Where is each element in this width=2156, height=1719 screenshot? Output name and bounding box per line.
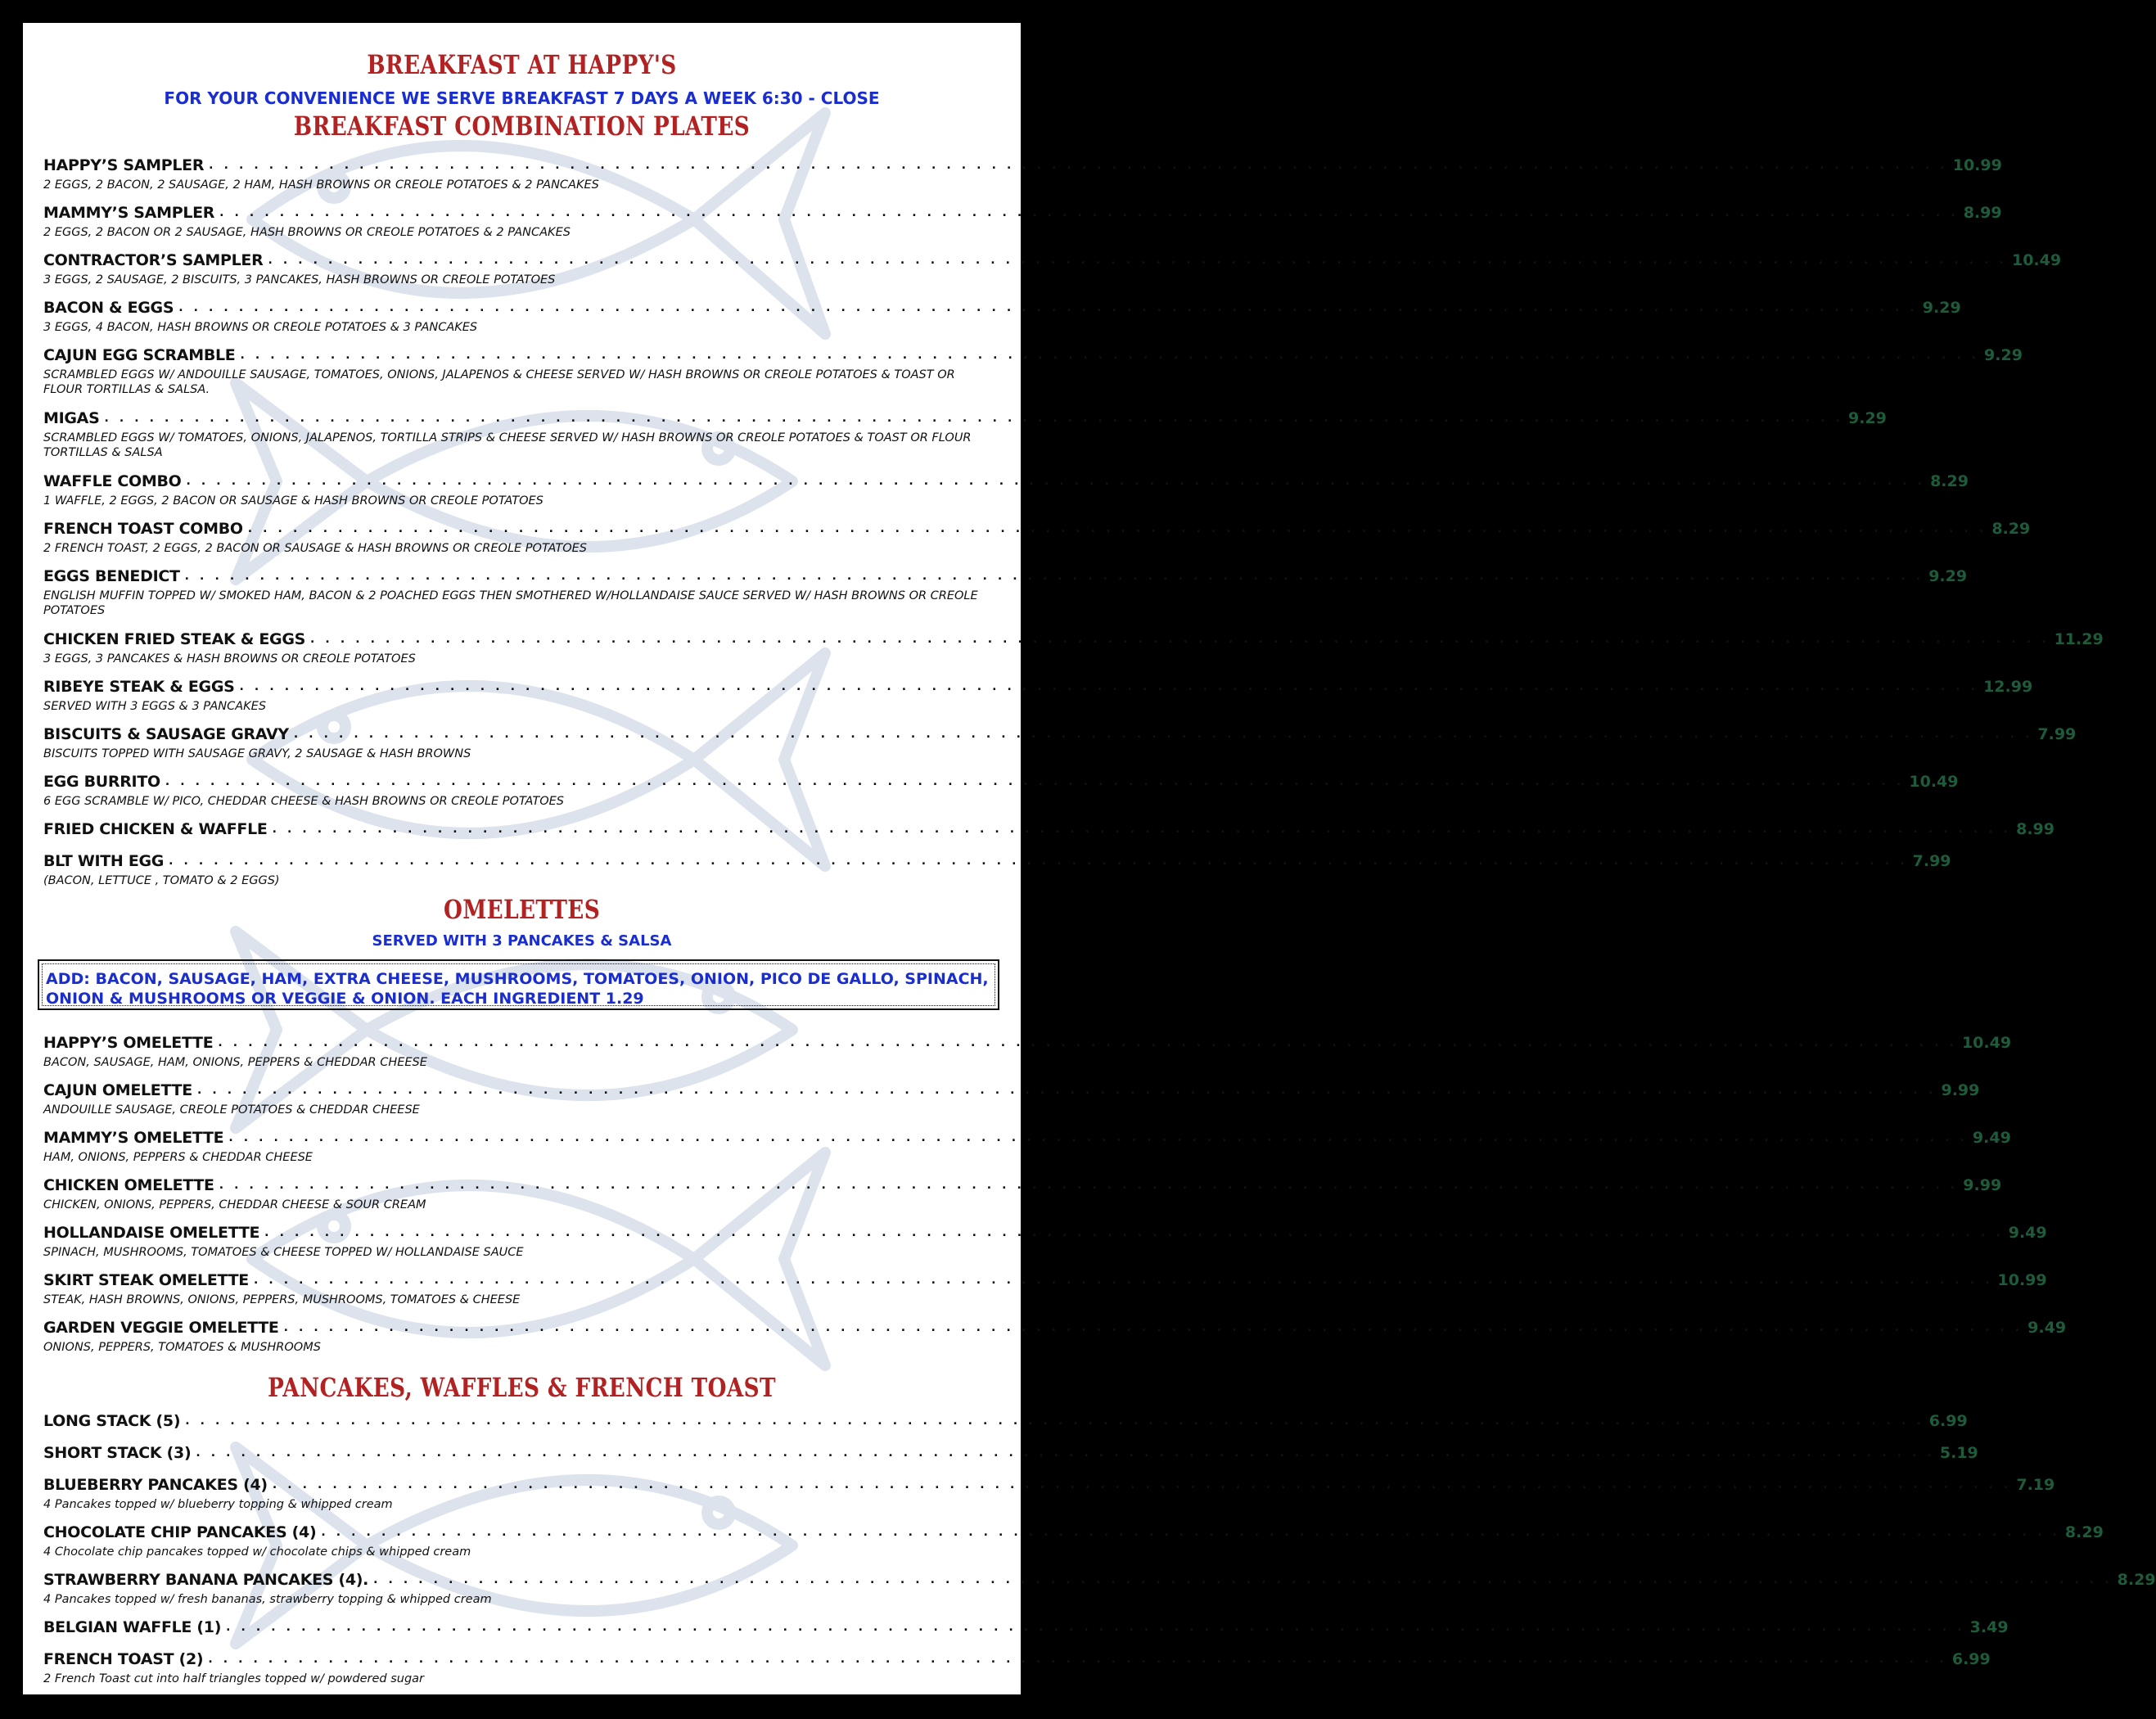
item-name: CAJUN OMELETTE: [43, 1081, 192, 1099]
item-description: ANDOUILLE SAUSAGE, CREOLE POTATOES & CHEDDAR CHEESE: [43, 1103, 420, 1117]
dot-leader: . . . . . . . . . . . . . . . . . . . . . . . . . . . . . . . . . . . . . . . . . . . . . . . . . . . . . . . . . . . . . . . . . . . . . . . . . . . . . . . . . . . . . . . . . . . . . . . . . . . . . . . . . . . . . . . . . . . .: [228, 1131, 1968, 1144]
item-price: 9.29: [1984, 346, 2023, 364]
item-description: 3 EGGS, 2 SAUSAGE, 2 BISCUITS, 3 PANCAKES, HASH BROWNS OR CREOLE POTATOES: [43, 273, 556, 286]
item-price: 8.29: [1991, 520, 2031, 538]
dot-leader: . . . . . . . . . . . . . . . . . . . . . . . . . . . . . . . . . . . . . . . . . . . . . . . . . . . . . . . . . . . . . . . . . . . . . . . . . . . . . . . . . . . . . . . . . . . . . . . . . . . . . . . . . . . . . . . . . . . .: [253, 1274, 1993, 1287]
item-description: SPINACH, MUSHROOMS, TOMATOES & CHEESE TOPPED W/ HOLLANDAISE SAUCE: [43, 1246, 524, 1259]
item-price: 9.49: [2008, 1224, 2047, 1242]
item-name: EGG BURRITO: [43, 773, 160, 791]
menu-item: [43, 1618, 2009, 1640]
item-price: 10.99: [1952, 156, 2002, 174]
item-description: 2 French Toast cut into half triangles topped w/ powdered sugar: [43, 1672, 425, 1685]
dot-leader: . . . . . . . . . . . . . . . . . . . . . . . . . . . . . . . . . . . . . . . . . . . . . . . . . . . . . . . . . . . . . . . . . . . . . . . . . . . . . . . . . . . . . . . . . . . . . . . . . . . . . . . . . . . . . . . . . . . .: [196, 1446, 1935, 1460]
item-price: 9.99: [1963, 1176, 2002, 1194]
item-description: 4 Pancakes topped w/ blueberry topping & whipped cream: [43, 1498, 393, 1511]
item-price: 8.29: [2117, 1571, 2156, 1589]
menu-item: [43, 1412, 1968, 1433]
item-price: 9.29: [1928, 567, 1968, 585]
item-name: BELGIAN WAFFLE (1): [43, 1618, 222, 1636]
item-description: 2 EGGS, 2 BACON OR 2 SAUSAGE, HASH BROWNS OR CREOLE POTATOES & 2 PANCAKES: [43, 226, 571, 239]
menu-item: [43, 773, 1959, 809]
item-description: 3 EGGS, 4 BACON, HASH BROWNS OR CREOLE POTATOES & 3 PANCAKES: [43, 321, 478, 334]
item-description: SCRAMBLED EGGS W/ TOMATOES, ONIONS, JALAPENOS, TORTILLA STRIPS & CHEESE SERVED W/ HASH BROWNS OR CREOLE POTATOES & TOAST OR FLOUR TORTILLAS & SALSA: [43, 431, 972, 459]
menu-item: [43, 204, 2002, 240]
dot-leader: . . . . . . . . . . . . . . . . . . . . . . . . . . . . . . . . . . . . . . . . . . . . . . . . . . . . . . . . . . . . . . . . . . . . . . . . . . . . . . . . . . . . . . . . . . . . . . . . . . . . . . . . . . . . . . . . . . . .: [293, 728, 2033, 741]
item-name: MAMMY’S SAMPLER: [43, 204, 215, 222]
item-description: CHICKEN, ONIONS, PEPPERS, CHEDDAR CHEESE & SOUR CREAM: [43, 1198, 426, 1211]
item-description: BACON, SAUSAGE, HAM, ONIONS, PEPPERS & CHEDDAR CHEESE: [43, 1056, 427, 1069]
item-name: BACON & EGGS: [43, 299, 174, 317]
item-name: HAPPY’S OMELETTE: [43, 1034, 214, 1052]
item-name: MIGAS: [43, 409, 100, 427]
item-name: HAPPY’S SAMPLER: [43, 156, 205, 174]
item-name: MAMMY’S OMELETTE: [43, 1129, 224, 1147]
dot-leader: . . . . . . . . . . . . . . . . . . . . . . . . . . . . . . . . . . . . . . . . . . . . . . . . . . . . . . . . . . . . . . . . . . . . . . . . . . . . . . . . . . . . . . . . . . . . . . . . . . . . . . . . . . . . . . . . . . . .: [310, 633, 2050, 646]
item-name: CHICKEN OMELETTE: [43, 1176, 214, 1194]
item-description: SERVED WITH 3 EGGS & 3 PANCAKES: [43, 700, 267, 713]
item-price: 8.99: [1963, 204, 2002, 222]
dot-leader: . . . . . . . . . . . . . . . . . . . . . . . . . . . . . . . . . . . . . . . . . . . . . . . . . . . . . . . . . . . . . . . . . . . . . . . . . . . . . . . . . . . . . . . . . . . . . . . . . . . . . . . . . . . . . . . . . . . .: [268, 254, 2007, 267]
menu-item: [43, 1571, 2156, 1607]
item-price: 10.49: [1909, 773, 1959, 791]
dot-leader: . . . . . . . . . . . . . . . . . . . . . . . . . . . . . . . . . . . . . . . . . . . . . . . . . . . . . . . . . . . . . . . . . . . . . . . . . . . . . . . . . . . . . . . . . . . . . . . . . . . . . . . . . . . . . . . . . . . .: [264, 1226, 2004, 1239]
dot-leader: . . . . . . . . . . . . . . . . . . . . . . . . . . . . . . . . . . . . . . . . . . . . . . . . . . . . . . . . . . . . . . . . . . . . . . . . . . . . . . . . . . . . . . . . . . . . . . . . . . . . . . . . . . . . . . . . . . . .: [186, 475, 1926, 488]
item-description: BISCUITS TOPPED WITH SAUSAGE GRAVY, 2 SAUSAGE & HASH BROWNS: [43, 747, 471, 760]
item-price: 6.99: [1928, 1412, 1968, 1430]
dot-leader: . . . . . . . . . . . . . . . . . . . . . . . . . . . . . . . . . . . . . . . . . . . . . . . . . . . . . . . . . . . . . . . . . . . . . . . . . . . . . . . . . . . . . . . . . . . . . . . . . . . . . . . . . . . . . . . . . . . .: [226, 1621, 1965, 1634]
item-price: 10.49: [1961, 1034, 2012, 1052]
menu-item: [43, 1271, 2047, 1307]
add-ingredients-note: ADD: BACON, SAUSAGE, HAM, EXTRA CHEESE, MUSHROOMS, TOMATOES, ONION, PICO DE GALLO, SPINACH, ONION & MUSHROOMS OR VEGGIE & ONION. EACH INGREDIENT 1.29: [46, 970, 989, 1008]
item-description: ONIONS, PEPPERS, TOMATOES & MUSHROOMS: [43, 1341, 321, 1354]
item-name: FRIED CHICKEN & WAFFLE: [43, 820, 268, 838]
item-price: 9.29: [1848, 409, 1887, 427]
menu-item: [43, 1319, 2067, 1355]
item-description: 4 Chocolate chip pancakes topped w/ chocolate chips & whipped cream: [43, 1545, 471, 1559]
item-description: 3 EGGS, 3 PANCAKES & HASH BROWNS OR CREOLE POTATOES: [43, 652, 416, 665]
add-ingredients-box: [38, 959, 999, 1010]
item-price: 11.29: [2054, 630, 2104, 648]
dot-leader: . . . . . . . . . . . . . . . . . . . . . . . . . . . . . . . . . . . . . . . . . . . . . . . . . . . . . . . . . . . . . . . . . . . . . . . . . . . . . . . . . . . . . . . . . . . . . . . . . . . . . . . . . . . . . . . . . . . .: [184, 570, 1924, 583]
dot-leader: . . . . . . . . . . . . . . . . . . . . . . . . . . . . . . . . . . . . . . . . . . . . . . . . . . . . . . . . . . . . . . . . . . . . . . . . . . . . . . . . . . . . . . . . . . . . . . . . . . . . . . . . . . . . . . . . . . . .: [165, 775, 1905, 788]
menu-item: [43, 725, 2077, 761]
menu-item: [43, 1476, 2055, 1512]
omelettes-subheading: SERVED WITH 3 PANCAKES & SALSA: [372, 932, 672, 950]
item-name: FRENCH TOAST COMBO: [43, 520, 243, 538]
dot-leader: . . . . . . . . . . . . . . . . . . . . . . . . . . . . . . . . . . . . . . . . . . . . . . . . . . . . . . . . . . . . . . . . . . . . . . . . . . . . . . . . . . . . . . . . . . . . . . . . . . . . . . . . . . . . . . . . . . . .: [196, 1084, 1937, 1097]
dot-leader: . . . . . . . . . . . . . . . . . . . . . . . . . . . . . . . . . . . . . . . . . . . . . . . . . . . . . . . . . . . . . . . . . . . . . . . . . . . . . . . . . . . . . . . . . . . . . . . . . . . . . . . . . . . . . . . . . . . .: [240, 349, 1980, 362]
menu-item: [43, 520, 2031, 556]
pancakes-heading: PANCAKES, WAFFLES & FRENCH TOAST: [268, 1372, 776, 1403]
item-price: 10.99: [1997, 1271, 2047, 1289]
menu-item: [43, 1444, 1978, 1465]
item-price: 7.19: [2016, 1476, 2055, 1494]
item-name: LONG STACK (5): [43, 1412, 181, 1430]
dot-leader: . . . . . . . . . . . . . . . . . . . . . . . . . . . . . . . . . . . . . . . . . . . . . . . . . . . . . . . . . . . . . . . . . . . . . . . . . . . . . . . . . . . . . . . . . . . . . . . . . . . . . . . . . . . . . . . . . . . .: [373, 1573, 2113, 1586]
menu-item: [43, 1650, 1991, 1686]
menu-page: [23, 23, 2156, 1694]
item-description: 1 WAFFLE, 2 EGGS, 2 BACON OR SAUSAGE & HASH BROWNS OR CREOLE POTATOES: [43, 494, 544, 508]
item-name: HOLLANDAISE OMELETTE: [43, 1224, 260, 1242]
menu-item: [43, 1176, 2002, 1212]
dot-leader: . . . . . . . . . . . . . . . . . . . . . . . . . . . . . . . . . . . . . . . . . . . . . . . . . . . . . . . . . . . . . . . . . . . . . . . . . . . . . . . . . . . . . . . . . . . . . . . . . . . . . . . . . . . . . . . . . . . .: [208, 1653, 1947, 1666]
dot-leader: . . . . . . . . . . . . . . . . . . . . . . . . . . . . . . . . . . . . . . . . . . . . . . . . . . . . . . . . . . . . . . . . . . . . . . . . . . . . . . . . . . . . . . . . . . . . . . . . . . . . . . . . . . . . . . . . . . . .: [209, 159, 1948, 172]
item-price: 7.99: [2037, 725, 2077, 743]
item-price: 9.99: [1941, 1081, 1980, 1099]
item-description: ENGLISH MUFFIN TOPPED W/ SMOKED HAM, BACON & 2 POACHED EGGS THEN SMOTHERED W/HOLLANDAISE SAUCE SERVED W/ HASH BROWNS OR CREOLE POTATOES: [43, 589, 978, 617]
item-name: SHORT STACK (3): [43, 1444, 192, 1462]
menu-item: [43, 299, 1961, 335]
dot-leader: . . . . . . . . . . . . . . . . . . . . . . . . . . . . . . . . . . . . . . . . . . . . . . . . . . . . . . . . . . . . . . . . . . . . . . . . . . . . . . . . . . . . . . . . . . . . . . . . . . . . . . . . . . . . . . . . . . . .: [283, 1321, 2023, 1334]
item-price: 10.49: [2011, 251, 2062, 269]
dot-leader: . . . . . . . . . . . . . . . . . . . . . . . . . . . . . . . . . . . . . . . . . . . . . . . . . . . . . . . . . . . . . . . . . . . . . . . . . . . . . . . . . . . . . . . . . . . . . . . . . . . . . . . . . . . . . . . . . . . .: [321, 1526, 2060, 1539]
dot-leader: . . . . . . . . . . . . . . . . . . . . . . . . . . . . . . . . . . . . . . . . . . . . . . . . . . . . . . . . . . . . . . . . . . . . . . . . . . . . . . . . . . . . . . . . . . . . . . . . . . . . . . . . . . . . . . . . . . . .: [178, 301, 1918, 314]
item-price: 5.19: [1939, 1444, 1978, 1462]
dot-leader: . . . . . . . . . . . . . . . . . . . . . . . . . . . . . . . . . . . . . . . . . . . . . . . . . . . . . . . . . . . . . . . . . . . . . . . . . . . . . . . . . . . . . . . . . . . . . . . . . . . . . . . . . . . . . . . . . . . .: [239, 680, 1979, 693]
item-price: 8.29: [1930, 472, 1969, 490]
hours-note: FOR YOUR CONVENIENCE WE SERVE BREAKFAST 7 DAYS A WEEK 6:30 - CLOSE: [164, 88, 880, 108]
dot-leader: . . . . . . . . . . . . . . . . . . . . . . . . . . . . . . . . . . . . . . . . . . . . . . . . . . . . . . . . . . . . . . . . . . . . . . . . . . . . . . . . . . . . . . . . . . . . . . . . . . . . . . . . . . . . . . . . . . . .: [185, 1414, 1924, 1428]
dot-leader: . . . . . . . . . . . . . . . . . . . . . . . . . . . . . . . . . . . . . . . . . . . . . . . . . . . . . . . . . . . . . . . . . . . . . . . . . . . . . . . . . . . . . . . . . . . . . . . . . . . . . . . . . . . . . . . . . . . .: [218, 1036, 1957, 1049]
item-name: CHICKEN FRIED STEAK & EGGS: [43, 630, 306, 648]
item-name: CAJUN EGG SCRAMBLE: [43, 346, 236, 364]
dot-leader: . . . . . . . . . . . . . . . . . . . . . . . . . . . . . . . . . . . . . . . . . . . . . . . . . . . . . . . . . . . . . . . . . . . . . . . . . . . . . . . . . . . . . . . . . . . . . . . . . . . . . . . . . . . . . . . . . . . .: [219, 206, 1959, 219]
menu-item: [43, 567, 1968, 618]
item-name: BISCUITS & SAUSAGE GRAVY: [43, 725, 289, 743]
item-price: 3.49: [1969, 1618, 2009, 1636]
menu-item: [43, 678, 2033, 714]
item-description: 6 EGG SCRAMBLE W/ PICO, CHEDDAR CHEESE & HASH BROWNS OR CREOLE POTATOES: [43, 795, 564, 808]
item-name: BLUEBERRY PANCAKES (4): [43, 1476, 268, 1494]
item-price: 7.99: [1912, 852, 1951, 870]
menu-item: [43, 820, 2055, 841]
item-price: 8.99: [2016, 820, 2055, 838]
menu-item: [43, 1523, 2104, 1559]
menu-item: [43, 409, 1887, 460]
item-name: BLT WITH EGG: [43, 852, 165, 870]
menu-item: [43, 346, 2023, 397]
item-description: 2 EGGS, 2 BACON, 2 SAUSAGE, 2 HAM, HASH BROWNS OR CREOLE POTATOES & 2 PANCAKES: [43, 178, 599, 192]
menu-item: [43, 156, 2002, 192]
item-name: RIBEYE STEAK & EGGS: [43, 678, 235, 696]
dot-leader: . . . . . . . . . . . . . . . . . . . . . . . . . . . . . . . . . . . . . . . . . . . . . . . . . . . . . . . . . . . . . . . . . . . . . . . . . . . . . . . . . . . . . . . . . . . . . . . . . . . . . . . . . . . . . . . . . . . .: [272, 823, 2012, 836]
item-name: CHOCOLATE CHIP PANCAKES (4): [43, 1523, 317, 1541]
page-title: BREAKFAST AT HAPPY'S: [367, 49, 677, 80]
dot-leader: . . . . . . . . . . . . . . . . . . . . . . . . . . . . . . . . . . . . . . . . . . . . . . . . . . . . . . . . . . . . . . . . . . . . . . . . . . . . . . . . . . . . . . . . . . . . . . . . . . . . . . . . . . . . . . . . . . . .: [247, 522, 1987, 535]
menu-item: [43, 1129, 2011, 1165]
item-name: WAFFLE COMBO: [43, 472, 182, 490]
menu-item: [43, 1034, 2012, 1070]
item-price: 9.29: [1922, 299, 1961, 317]
menu-item: [43, 1081, 1980, 1117]
dot-leader: . . . . . . . . . . . . . . . . . . . . . . . . . . . . . . . . . . . . . . . . . . . . . . . . . . . . . . . . . . . . . . . . . . . . . . . . . . . . . . . . . . . . . . . . . . . . . . . . . . . . . . . . . . . . . . . . . . . .: [169, 855, 1908, 868]
item-name: SKIRT STEAK OMELETTE: [43, 1271, 249, 1289]
item-description: 4 Pancakes topped w/ fresh bananas, strawberry topping & whipped cream: [43, 1593, 492, 1606]
dot-leader: . . . . . . . . . . . . . . . . . . . . . . . . . . . . . . . . . . . . . . . . . . . . . . . . . . . . . . . . . . . . . . . . . . . . . . . . . . . . . . . . . . . . . . . . . . . . . . . . . . . . . . . . . . . . . . . . . . . .: [104, 412, 1844, 425]
item-name: CONTRACTOR’S SAMPLER: [43, 251, 264, 269]
menu-item: [43, 630, 2104, 666]
item-name: GARDEN VEGGIE OMELETTE: [43, 1319, 279, 1337]
item-description: (BACON, LETTUCE , TOMATO & 2 EGGS): [43, 874, 280, 887]
dot-leader: . . . . . . . . . . . . . . . . . . . . . . . . . . . . . . . . . . . . . . . . . . . . . . . . . . . . . . . . . . . . . . . . . . . . . . . . . . . . . . . . . . . . . . . . . . . . . . . . . . . . . . . . . . . . . . . . . . . .: [272, 1478, 2012, 1491]
item-price: 9.49: [2027, 1319, 2067, 1337]
dot-leader: . . . . . . . . . . . . . . . . . . . . . . . . . . . . . . . . . . . . . . . . . . . . . . . . . . . . . . . . . . . . . . . . . . . . . . . . . . . . . . . . . . . . . . . . . . . . . . . . . . . . . . . . . . . . . . . . . . . .: [219, 1179, 1959, 1192]
item-description: 2 FRENCH TOAST, 2 EGGS, 2 BACON OR SAUSAGE & HASH BROWNS OR CREOLE POTATOES: [43, 542, 587, 555]
item-name: FRENCH TOAST (2): [43, 1650, 204, 1668]
item-price: 6.99: [1951, 1650, 1991, 1668]
menu-item: [43, 251, 2062, 287]
menu-item: [43, 1224, 2047, 1260]
menu-item: [43, 852, 1951, 888]
combo-heading: BREAKFAST COMBINATION PLATES: [293, 111, 751, 142]
item-price: 12.99: [1983, 678, 2033, 696]
item-description: STEAK, HASH BROWNS, ONIONS, PEPPERS, MUSHROOMS, TOMATOES & CHEESE: [43, 1293, 521, 1306]
item-price: 8.29: [2064, 1523, 2104, 1541]
item-name: STRAWBERRY BANANA PANCAKES (4).: [43, 1571, 369, 1589]
item-description: SCRAMBLED EGGS W/ ANDOUILLE SAUSAGE, TOMATOES, ONIONS, JALAPENOS & CHEESE SERVED W/ HASH BROWNS OR CREOLE POTATOES & TOAST OR FLOUR TORTILLAS & SALSA.: [43, 368, 955, 396]
omelettes-heading: OMELETTES: [443, 894, 601, 925]
menu-item: [43, 472, 1969, 508]
item-price: 9.49: [1972, 1129, 2011, 1147]
item-name: EGGS BENEDICT: [43, 567, 180, 585]
item-description: HAM, ONIONS, PEPPERS & CHEDDAR CHEESE: [43, 1151, 313, 1164]
